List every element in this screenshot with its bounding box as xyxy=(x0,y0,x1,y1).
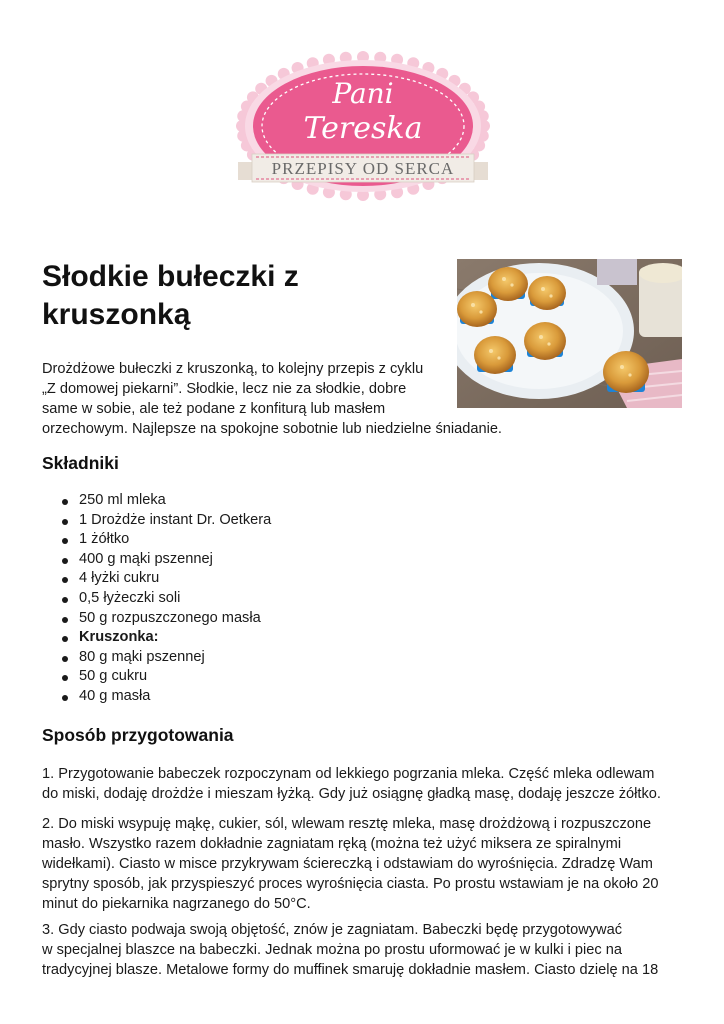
ingredient-item: 0,5 łyżeczki soli xyxy=(42,589,271,609)
step-line: tradycyjnej blasze. Metalowe formy do muffinek smaruję dokładnie masłem. Ciasto dzielę na 18 xyxy=(42,962,659,978)
ingredients-heading: Składniki xyxy=(42,453,119,473)
ingredient-item: 1 Drożdże instant Dr. Oetkera xyxy=(42,511,271,531)
step-line: sprytny sposób, jak przyspieszyć proces wyrośnięcia ciasta. Po prostu wstawiam je na około 20 xyxy=(42,876,659,892)
logo-line2: Tereska xyxy=(303,111,423,146)
step-line: minut do piekarnika nagrzanego do 50°C. xyxy=(42,896,311,912)
intro-line: „Z domowej piekarni”. Słodkie, lecz nie za słodkie, dobre xyxy=(42,381,407,397)
step-line: widełkami). Ciasto w misce przykrywam ściereczką i odstawiam do wyrośnięcia. Zdradzę Wam xyxy=(42,856,653,872)
ingredient-item: 50 g rozpuszczonego masła xyxy=(42,609,271,629)
ingredient-item: 1 żółtko xyxy=(42,530,271,550)
method-heading: Sposób przygotowania xyxy=(42,725,234,745)
logo-banner-text: PRZEPISY OD SERCA xyxy=(271,159,455,178)
ingredient-item: 250 ml mleka xyxy=(42,491,271,511)
intro-line: same w sobie, ale też podane z konfiturą lub masłem xyxy=(42,401,386,417)
intro-line: orzechowym. Najlepsze na spokojne sobotnie lub niedzielne śniadanie. xyxy=(42,421,502,437)
step-line: masło. Wszystko razem dokładnie zagniatam ręką (można też użyć miksera ze spiralnymi xyxy=(42,836,622,852)
intro-line: Drożdżowe bułeczki z kruszonką, to kolejny przepis z cyklu xyxy=(42,361,424,377)
ingredient-item: 80 g mąki pszennej xyxy=(42,648,271,668)
ingredients-list xyxy=(42,491,271,707)
method-step-3 xyxy=(42,920,682,980)
logo-line1: Pani xyxy=(332,77,394,110)
method-step-2 xyxy=(42,814,682,914)
step-line: do miski, dodaję drożdże i mieszam łyżką. Gdy już osiągnę gładką masę, dodaję jeszcze żółtko. xyxy=(42,786,661,802)
step-line: 2. Do miski wsypuję mąkę, cukier, sól, wlewam resztę mleka, masę drożdżową i rozpuszczone xyxy=(42,816,652,832)
recipe-title-line1: Słodkie bułeczki z xyxy=(42,260,299,293)
ingredient-item: 50 g cukru xyxy=(42,667,271,687)
ingredient-item: 40 g masła xyxy=(42,687,271,707)
step-line: 1. Przygotowanie babeczek rozpoczynam od lekkiego pogrzania mleka. Część mleka odlewam xyxy=(42,766,655,782)
pani-tereska-logo xyxy=(232,50,494,212)
recipe-title-line2: kruszonką xyxy=(42,298,191,331)
step-line: 3. Gdy ciasto podwaja swoją objętość, znów je zagniatam. Babeczki będę przygotowywać xyxy=(42,922,623,938)
ingredient-item: 400 g mąki pszennej xyxy=(42,550,271,570)
step-line: w specjalnej blaszce na babeczki. Jednak można po prostu uformować je w kulki i piec na xyxy=(42,942,622,958)
recipe-intro xyxy=(42,359,682,439)
recipe-title xyxy=(42,258,402,334)
ingredient-subheading: Kruszonka: xyxy=(42,628,271,648)
ingredient-item: 4 łyżki cukru xyxy=(42,569,271,589)
method-step-1 xyxy=(42,764,682,804)
